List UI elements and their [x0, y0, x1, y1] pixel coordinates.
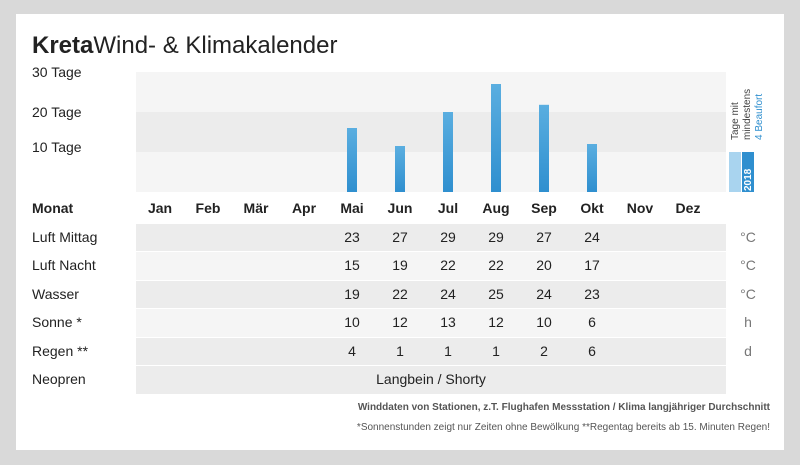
table-cell: 20 [536, 257, 552, 273]
table-cell: 1 [444, 342, 452, 359]
bar-Mai [347, 128, 357, 192]
month-label-Sep: Sep [531, 200, 557, 216]
table-cell: 27 [536, 228, 552, 245]
month-label-Aug: Aug [482, 200, 510, 216]
table-cell: 15 [344, 257, 360, 273]
table-cell: 6 [588, 314, 596, 330]
table-cell: 19 [392, 257, 408, 273]
bar-Aug [491, 84, 501, 192]
table-cell: 12 [488, 314, 504, 330]
legend-swatch-1 [729, 152, 741, 192]
bar-Jun [395, 146, 405, 192]
table-cell: 24 [536, 285, 552, 302]
title-bold: Kreta [32, 32, 94, 59]
klima-card [16, 14, 784, 450]
bar-Okt [587, 144, 597, 192]
table-cell: 19 [344, 285, 360, 302]
table-cell: 10 [344, 314, 360, 330]
footer-notes: *Sonnenstunden zeigt nur Zeiten ohne Bewölkung **Regentag bereits ab 15. Minuten Regen! [356, 422, 770, 433]
row-label: Luft Nacht [32, 257, 96, 273]
table-cell: 29 [440, 228, 456, 245]
chart-band [136, 112, 726, 152]
table-cell: 10 [536, 314, 552, 330]
table-cell: 22 [392, 285, 408, 302]
y-tick-label: 30 Tage [32, 64, 82, 80]
bar-Sep [539, 105, 549, 192]
table-cell: 4 [348, 342, 356, 359]
table-cell: 12 [392, 314, 408, 330]
table-cell: 27 [392, 228, 408, 245]
row-label: Wasser [32, 285, 79, 302]
bar-Jul [443, 112, 453, 192]
table-cell: 25 [488, 285, 504, 302]
table-cell: 6 [588, 342, 596, 359]
table-cell: 24 [584, 228, 600, 245]
table-cell: 23 [344, 228, 360, 245]
month-label-Mai: Mai [340, 200, 364, 216]
row-label: Regen ** [32, 342, 89, 359]
y-tick-label: 20 Tage [32, 104, 82, 120]
table-cell: 23 [584, 285, 600, 302]
neopren-label: Neopren [32, 371, 86, 387]
legend-year: 2018 [743, 168, 754, 191]
row-unit: d [744, 342, 752, 359]
chart-band [136, 72, 726, 112]
y-tick-label: 10 Tage [32, 139, 82, 155]
table-cell: 1 [396, 342, 404, 359]
month-label-Jan: Jan [147, 200, 173, 216]
table-cell: 1 [492, 342, 500, 359]
legend-text-2: mindestens [742, 88, 753, 140]
table-cell: 22 [488, 257, 504, 273]
month-label-Okt: Okt [580, 200, 604, 216]
row-label: Luft Mittag [32, 228, 98, 245]
month-label-Jul: Jul [437, 200, 459, 216]
footer-source: Winddaten von Stationen, z.T. Flughafen Messstation / Klima langjähriger Durchschnitt [357, 402, 770, 413]
month-label-Apr: Apr [291, 200, 317, 216]
legend-text-1: Tage mit [730, 102, 741, 140]
chart-bands [136, 72, 726, 192]
table-cell: 13 [440, 314, 456, 330]
neopren-value: Langbein / Shorty [376, 371, 486, 387]
table-cell: 2 [540, 342, 548, 359]
month-label-Nov: Nov [626, 200, 654, 216]
month-label-Dez: Dez [675, 200, 701, 216]
row-unit: °C [740, 285, 756, 302]
row-label: Sonne * [32, 314, 82, 330]
row-unit: °C [740, 257, 756, 273]
month-label-Mär: Mär [243, 200, 269, 216]
table-cell: 24 [440, 285, 456, 302]
month-label-Jun: Jun [387, 200, 413, 216]
title-rest: Wind- & Klimakalender [93, 32, 338, 59]
table-cell: 22 [440, 257, 456, 273]
table-cell: 17 [584, 257, 600, 273]
table-cell: 29 [488, 228, 504, 245]
row-unit: °C [740, 228, 756, 245]
month-label-Feb: Feb [195, 200, 221, 216]
chart-band [136, 152, 726, 192]
wind-chart [16, 14, 784, 214]
row-unit: h [744, 314, 752, 330]
legend-text-3: 4 Beaufort [754, 93, 765, 140]
header-label: Monat [32, 200, 74, 216]
